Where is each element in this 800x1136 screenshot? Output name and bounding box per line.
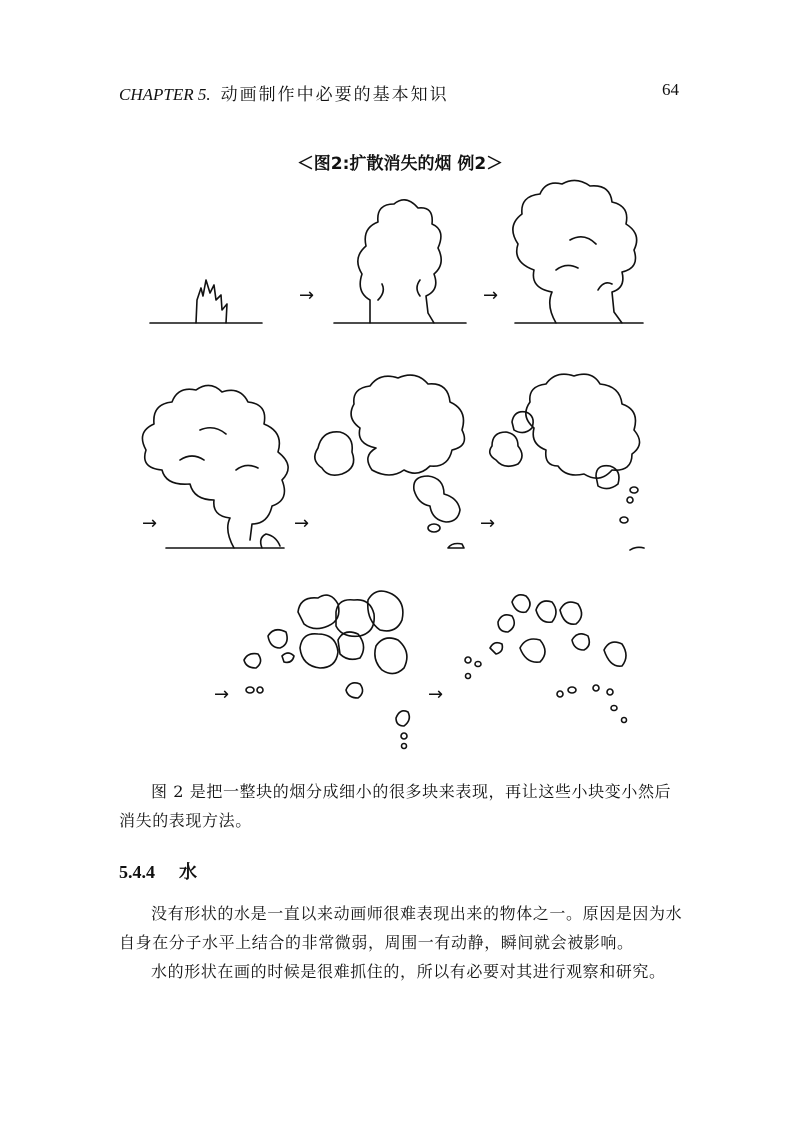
smoke-detail <box>378 280 420 300</box>
smoke-cluster <box>490 643 502 654</box>
smoke-particle <box>627 497 633 503</box>
smoke-particle <box>402 744 407 749</box>
smoke-particle <box>401 733 407 739</box>
smoke-particle <box>593 685 599 691</box>
smoke-remnant <box>448 544 464 549</box>
frame-1 <box>150 280 262 323</box>
smoke-cluster <box>414 476 460 522</box>
arrow-icon: → <box>142 513 158 534</box>
figure-caption: ＜图2:扩散消失的烟 例2＞ <box>296 154 504 174</box>
frame-2 <box>334 200 466 323</box>
smoke-cluster <box>560 602 582 624</box>
frame-4 <box>142 385 288 548</box>
smoke-particle <box>630 487 638 493</box>
smoke-detail <box>180 428 258 470</box>
smoke-particle <box>475 662 481 667</box>
smoke-particle <box>607 689 613 695</box>
smoke-cluster <box>604 642 626 666</box>
arrow-icon: → <box>294 513 310 534</box>
frame-7 <box>244 591 409 748</box>
section-number: 5.4.4 <box>119 862 155 882</box>
smoke-cluster <box>282 653 294 662</box>
smoke-cluster <box>572 634 589 650</box>
smoke-shape <box>196 280 227 323</box>
smoke-particle <box>465 657 471 663</box>
section-title: 水 <box>179 862 197 882</box>
arrow-icon: → <box>299 285 315 306</box>
smoke-cluster <box>346 683 363 698</box>
smoke-cluster <box>498 615 514 632</box>
smoke-cluster <box>526 374 640 478</box>
smoke-cluster <box>268 630 287 648</box>
smoke-particle <box>428 524 440 532</box>
smoke-cluster <box>396 711 409 726</box>
smoke-particle <box>568 687 576 693</box>
smoke-shape <box>513 180 637 323</box>
paragraph-figure-description <box>119 777 684 835</box>
smoke-cluster <box>512 412 533 433</box>
frame-5 <box>315 375 465 548</box>
paragraph-text: 水的形状在画的时候是很难抓住的，所以有必要对其进行观察和研究。 <box>151 962 666 981</box>
smoke-particle <box>611 706 617 711</box>
smoke-particle <box>620 517 628 523</box>
page-number: 64 <box>662 80 679 99</box>
smoke-cluster <box>315 432 354 475</box>
frame-6 <box>490 374 644 550</box>
smoke-puff <box>261 534 280 548</box>
smoke-cluster <box>375 638 407 674</box>
paragraph-water-intro <box>119 899 684 986</box>
frame-8 <box>465 595 627 723</box>
smoke-particle <box>246 687 254 693</box>
frame-3 <box>513 180 643 323</box>
smoke-cluster <box>298 595 339 628</box>
smoke-shape <box>142 385 288 548</box>
paragraph-text: 没有形状的水是一直以来动画师很难表现出来的物体之一。原因是因为水自身在分子水平上结合的非常微弱，周围一有动静，瞬间就会被影响。 <box>119 904 683 952</box>
smoke-remnant <box>630 547 644 550</box>
smoke-cluster <box>351 375 464 475</box>
smoke-cluster <box>244 654 261 668</box>
section-heading <box>119 858 197 884</box>
smoke-particle <box>557 691 563 697</box>
chapter-title: 动画制作中必要的基本知识 <box>220 85 449 104</box>
smoke-particle <box>257 687 263 693</box>
arrow-icon: → <box>483 285 499 306</box>
smoke-cluster <box>536 601 556 622</box>
smoke-cluster <box>512 595 530 612</box>
smoke-detail <box>556 237 612 290</box>
chapter-label: CHAPTER 5. <box>119 85 211 104</box>
arrow-icon: → <box>428 684 444 705</box>
smoke-particle <box>622 718 627 723</box>
smoke-cluster <box>300 634 338 668</box>
smoke-cluster <box>490 432 522 466</box>
arrow-icon: → <box>214 684 230 705</box>
paragraph-text: 图 2 是把一整块的烟分成细小的很多块来表现，再让这些小块变小然后消失的表现方法。 <box>119 782 672 830</box>
arrow-icon: → <box>480 513 496 534</box>
smoke-cluster <box>520 639 545 662</box>
smoke-particle <box>466 674 471 679</box>
smoke-shape <box>358 200 441 323</box>
